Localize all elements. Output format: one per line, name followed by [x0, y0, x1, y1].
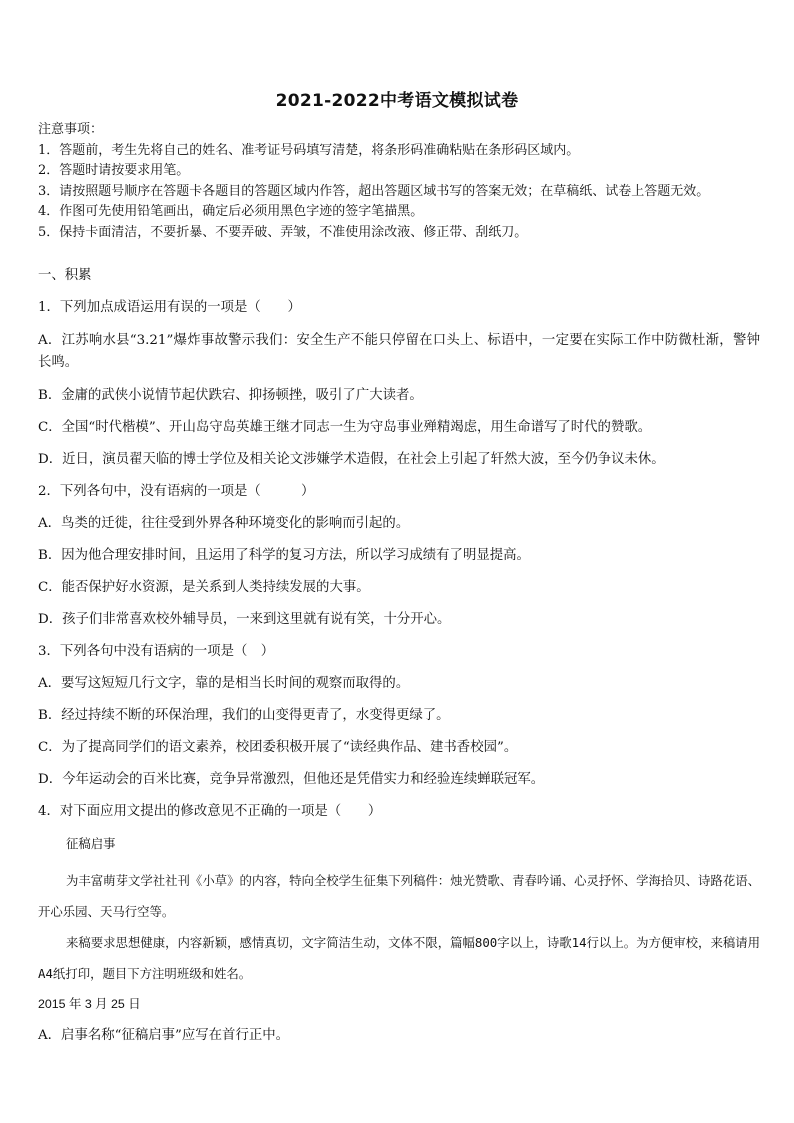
question-2-option-a: A．鸟类的迁徙，往往受到外界各种环境变化的影响而引起的。 — [38, 516, 410, 531]
question-2-option-d: D．孩子们非常喜欢校外辅导员，一来到这里就有说有笑，十分开心。 — [38, 612, 451, 627]
question-3-option-c: C．为了提高同学们的语文素养，校团委积极开展了“读经典作品、建书香校园”。 — [38, 740, 518, 755]
note-item: 2．答题时请按要求用笔。 — [38, 163, 190, 179]
notes-heading: 注意事项： — [38, 122, 104, 137]
notice-paragraph: 来稿要求思想健康，内容新颖，感情真切，文字简洁生动，文体不限，篇幅800字以上，诗歌14行以上。为方便审校，来稿请用A4纸打印，题目下方注明班级和姓名。 — [38, 935, 761, 981]
question-1-option-a: A．江苏响水县“3.21”爆炸事故警示我们：安全生产不能只停留在口头上、标语中，一定要在实际工作中防微杜渐，警钟长鸣。 — [38, 333, 760, 370]
questions-body — [38, 266, 760, 1058]
question-1-option-c: C．全国“时代楷模”、开山岛守岛英雄王继才同志一生为守岛事业殚精竭虑，用生命谱写了时代的赞歌。 — [38, 420, 652, 435]
question-2-option-b: B．因为他合理安排时间，且运用了科学的复习方法，所以学习成绩有了明显提高。 — [38, 548, 530, 563]
question-3-stem: 3．下列各句中没有语病的一项是（ ） — [38, 644, 275, 659]
section-heading: 一、积累 — [38, 268, 92, 283]
question-2-option-c: C．能否保护好水资源，是关系到人类持续发展的大事。 — [38, 580, 370, 595]
note-item: 1．答题前，考生先将自己的姓名、准考证号码填写清楚，将条形码准确粘贴在条形码区域内。 — [38, 142, 580, 158]
question-4-stem: 4．对下面应用文提出的修改意见不正确的一项是（ ） — [38, 804, 382, 819]
question-2-stem: 2．下列各句中，没有语病的一项是（ ） — [38, 484, 315, 499]
question-1-option-b: B．金庸的武侠小说情节起伏跌宕、抑扬顿挫，吸引了广大读者。 — [38, 388, 423, 403]
question-3-option-d: D．今年运动会的百米比赛，竞争异常激烈，但他还是凭借实力和经验连续蝉联冠军。 — [38, 772, 545, 787]
question-3-option-b: B．经过持续不断的环保治理，我们的山变得更青了，水变得更绿了。 — [38, 708, 450, 723]
notice-document — [38, 834, 760, 989]
note-item: 3．请按照题号顺序在答题卡各题目的答题区域内作答，超出答题区域书写的答案无效；在草稿纸、试卷上答题无效。 — [38, 183, 710, 199]
exam-title: 2021-2022中考语文模拟试卷 — [275, 91, 519, 111]
question-1-option-d: D．近日，演员翟天临的博士学位及相关论文涉嫌学术造假，在社会上引起了轩然大波，至今仍争议未休。 — [38, 452, 665, 467]
notice-date: 2015 年 3 月 25 日 — [38, 997, 141, 1011]
notice-title: 征稿启事 — [66, 836, 116, 851]
note-item: 5．保持卡面清洁，不要折暴、不要弄破、弄皱，不准使用涂改液、修正带、刮纸刀。 — [38, 224, 528, 240]
question-3-option-a: A．要写这短短几行文字，靠的是相当长时间的观察而取得的。 — [38, 676, 410, 691]
question-1-stem: 1．下列加点成语运用有误的一项是（ ） — [38, 300, 301, 315]
question-4-option-a: A．启事名称“征稿启事”应写在首行正中。 — [38, 1028, 290, 1043]
notice-paragraph: 为丰富萌芽文学社社刊《小草》的内容，特向全校学生征集下列稿件：烛光赞歌、青春吟诵、心灵抒怀、学海拾贝、诗路花语、开心乐园、天马行空等。 — [38, 873, 760, 919]
note-item: 4．作图可先使用铅笔画出，确定后必须用黑色字迹的签字笔描黑。 — [38, 204, 424, 220]
notes-block — [38, 120, 768, 244]
